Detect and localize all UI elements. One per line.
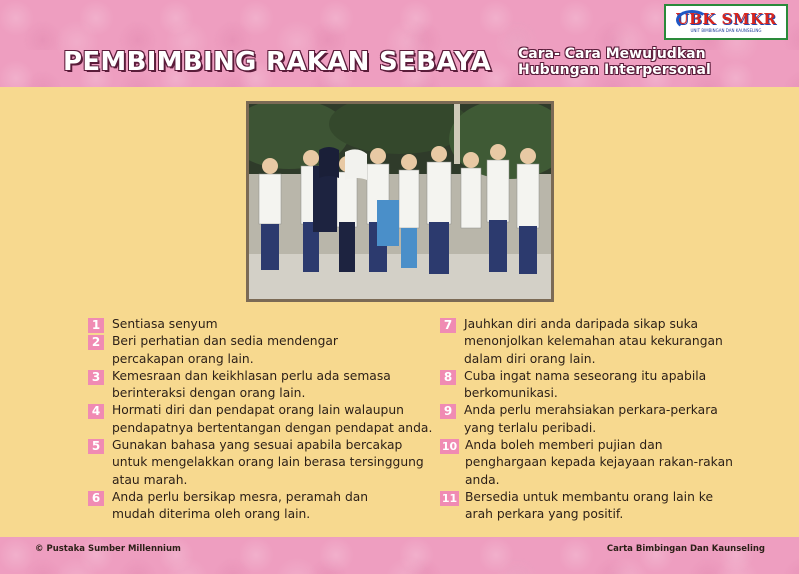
tip-text bbox=[112, 489, 428, 524]
tip-number-badge: 11 bbox=[441, 491, 458, 505]
tip-item bbox=[88, 489, 428, 524]
tip-number-badge: 6 bbox=[88, 491, 104, 506]
footer-band bbox=[0, 537, 799, 574]
tip-number-badge: 2 bbox=[88, 335, 104, 350]
group-photo-students-icon bbox=[249, 104, 551, 299]
tip-text bbox=[465, 437, 760, 489]
tip-text-line: atau marah. bbox=[112, 472, 188, 487]
tip-number-badge: 1 bbox=[88, 318, 104, 333]
page-title: PEMBIMBING RAKAN SEBAYA bbox=[63, 47, 492, 77]
tip-item bbox=[88, 402, 433, 437]
tip-number-badge: 3 bbox=[88, 370, 104, 385]
tip-text-line: Cuba ingat nama seseorang itu apabila bbox=[464, 368, 707, 383]
tip-text-line: Anda boleh memberi pujian dan bbox=[465, 438, 663, 453]
tip-text-line: Bersedia untuk membantu orang lain ke bbox=[465, 489, 714, 504]
tip-number-badge: 8 bbox=[440, 370, 456, 385]
tip-item bbox=[440, 489, 760, 524]
logo-swoosh-icon bbox=[676, 10, 708, 30]
tip-text bbox=[112, 402, 432, 437]
page-subtitle bbox=[518, 46, 748, 78]
tip-item bbox=[88, 333, 428, 368]
tip-text bbox=[465, 489, 760, 524]
group-photo bbox=[246, 101, 554, 302]
tip-number-badge: 4 bbox=[88, 404, 104, 419]
tip-text-line: berinteraksi dengan orang lain. bbox=[112, 386, 306, 401]
tip-text-line: berkomunikasi. bbox=[464, 386, 558, 401]
tip-text-line: Beri perhatian dan sedia mendengar bbox=[112, 334, 338, 349]
tips-list-left bbox=[88, 316, 433, 524]
tip-text bbox=[112, 437, 428, 489]
tip-text bbox=[112, 316, 428, 333]
tip-text-line: Hormati diri dan pendapat orang lain walaupun bbox=[112, 403, 404, 418]
tip-item bbox=[440, 316, 760, 368]
tip-text-line: anda. bbox=[465, 472, 500, 487]
ubk-smkr-logo bbox=[664, 4, 788, 40]
tips-list-right bbox=[440, 316, 760, 524]
tip-number-badge: 10 bbox=[441, 440, 458, 454]
tip-text bbox=[464, 368, 760, 403]
tip-text bbox=[112, 368, 428, 403]
tip-text-line: yang terlalu peribadi. bbox=[464, 420, 597, 435]
tip-text-line: Gunakan bahasa yang sesuai apabila bercakap bbox=[112, 438, 403, 453]
tip-item bbox=[440, 437, 760, 489]
tip-item bbox=[88, 437, 428, 489]
logo-subtext: UNIT BIMBINGAN DAN KAUNSELING bbox=[690, 27, 762, 33]
tip-number-badge: 9 bbox=[440, 404, 456, 419]
tip-text-line: Jauhkan diri anda daripada sikap suka bbox=[464, 317, 699, 331]
subtitle-line-2: Hubungan Interpersonal bbox=[518, 62, 711, 78]
tip-text bbox=[464, 316, 760, 368]
tip-text-line: mudah diterima oleh orang lain. bbox=[112, 507, 311, 522]
tip-text-line: dalam diri orang lain. bbox=[464, 351, 596, 366]
tip-item bbox=[440, 402, 760, 437]
tip-item bbox=[88, 368, 428, 403]
tip-item bbox=[88, 316, 428, 333]
tip-text-line: arah perkara yang positif. bbox=[465, 507, 624, 522]
tip-text-line: percakapan orang lain. bbox=[112, 351, 254, 366]
footer-series-title: Carta Bimbingan Dan Kaunseling bbox=[606, 544, 765, 554]
tip-text-line: Kemesraan dan keikhlasan perlu ada semasa bbox=[112, 368, 391, 383]
tip-text bbox=[464, 402, 760, 437]
tip-text bbox=[112, 333, 428, 368]
tip-item bbox=[440, 368, 760, 403]
logo-text: UBK SMKR bbox=[675, 9, 777, 28]
tip-number-badge: 5 bbox=[88, 439, 104, 454]
tip-text-line: Anda perlu bersikap mesra, peramah dan bbox=[112, 489, 369, 504]
tip-text-line: untuk mengelakkan orang lain berasa tersinggung bbox=[112, 455, 424, 470]
tip-text-line: Sentiasa senyum bbox=[112, 317, 218, 331]
tip-text-line: menonjolkan kelemahan atau kekurangan bbox=[464, 334, 723, 349]
tip-number-badge: 7 bbox=[440, 318, 456, 333]
footer-publisher: © Pustaka Sumber Millennium bbox=[35, 544, 181, 554]
tip-text-line: pendapatnya bertentangan dengan pendapat anda. bbox=[112, 420, 433, 435]
tip-text-line: Anda perlu merahsiakan perkara-perkara bbox=[464, 403, 718, 418]
tip-text-line: penghargaan kepada kejayaan rakan-rakan bbox=[465, 455, 733, 470]
subtitle-line-1: Cara- Cara Mewujudkan bbox=[518, 46, 706, 62]
